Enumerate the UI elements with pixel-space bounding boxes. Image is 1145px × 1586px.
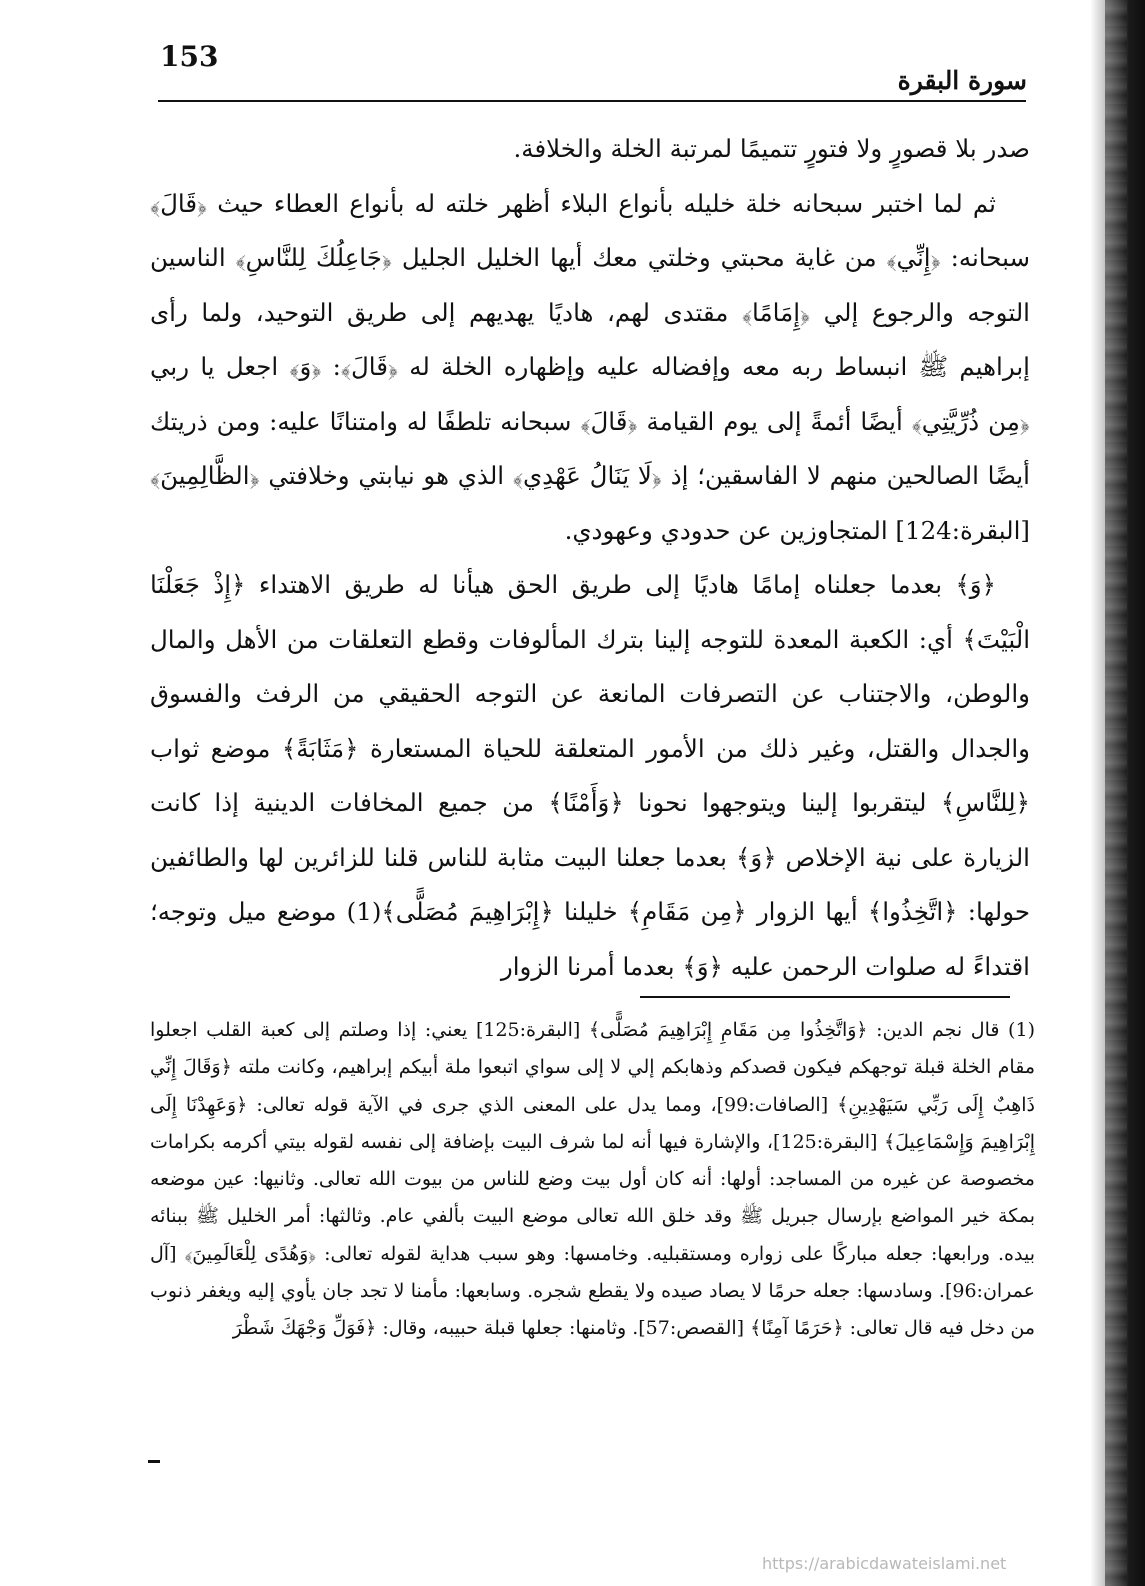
footnote-divider xyxy=(640,996,1010,998)
header-divider xyxy=(158,100,1026,102)
main-text xyxy=(150,122,1030,994)
scan-edge-texture xyxy=(1105,0,1127,1586)
footnote: (1) قال نجم الدين: ﴿وَاتَّخِذُوا مِن مَقَامِ إِبْرَاهِيمَ مُصَلًّى﴾ [البقرة:125] يعني: إذا وصلتم إلى كعبة القلب اجعلوا مقام الخلة قبلة توجهكم فيكون قصدكم وذهابكم إلي لا إلى سواي اتبعوا ملة أبيكم إبراهيم، وكانت ملته ﴿وَقَالَ إِنِّي ذَاهِبٌ إِلَى رَبِّي سَيَهْدِينِ﴾ [الصافات:99]، ومما يدل على المعنى الذي جرى في الآية قوله تعالى: ﴿وَعَهِدْنَا إِلَى إِبْرَاهِيمَ وَإِسْمَاعِيلَ﴾ [البقرة:125]، والإشارة فيها أنه لما شرف البيت بإضافة إلى نفسه لقوله بيتي أكرمه بكرامات مخصوصة عن غيره من المساجد: أولها: أنه كان أول بيت وضع للناس من بيوت الله تعالى. وثانيها: عين موضعه بمكة خير المواضع بإرسال جبريل ﷺ وقد خلق الله تعالى موضع البيت بألفي عام. وثالثها: أمر الخليل ﷺ ببنائه بيده. ورابعها: جعله مباركًا على زواره ومستقبليه. وخامسها: وهو سبب هداية لقوله تعالى: ﴿وَهُدًى لِلْعَالَمِينَ﴾ [آل عمران:96]. وسادسها: جعله حرمًا لا يصاد صيده ولا يقطع شجره. وسابعها: مأمنا لا تجد جان يأوي إليه ويغفر ذنوب من دخل فيه قال تعالى: ﴿حَرَمًا آمِنًا﴾ [القصص:57]. وثامنها: جعلها قبلة حبيبه، وقال: ﴿فَوَلِّ وَجْهَكَ شَطْرَ xyxy=(150,1019,1036,1340)
page-number: 153 xyxy=(160,40,219,73)
bottom-dash xyxy=(148,1460,160,1463)
watermark: https://arabicdawateislami.net xyxy=(762,1554,1007,1573)
paragraph: ثم لما اختبر سبحانه خلة خليله بأنواع البلاء أظهر خلته له بأنواع العطاء حيث ﴿قَالَ﴾ سبحانه: ﴿إِنِّي﴾ من غاية محبتي وخلتي معك أيها الخليل الجليل ﴿جَاعِلُكَ لِلنَّاسِ﴾ الناسين التوجه والرجوع إلي ﴿إِمَامًا﴾ مقتدى لهم، هاديًا يهديهم إلى طريق التوحيد، ولما رأى إبراهيم ﷺ انبساط ربه معه وإفضاله عليه وإظهاره الخلة له ﴿قَالَ﴾: ﴿وَ﴾ اجعل يا ربي ﴿مِن ذُرِّيَّتِي﴾ أيضًا أئمةً إلى يوم القيامة ﴿قَالَ﴾ سبحانه تلطفًا له وامتنانًا عليه: ومن ذريتك أيضًا الصالحين منهم لا الفاسقين؛ إذ ﴿لَا يَنَالُ عَهْدِي﴾ الذي هو نيابتي وخلافتي ﴿الظَّالِمِينَ﴾ [البقرة:124] المتجاوزين عن حدودي وعهودي. xyxy=(150,188,1030,545)
footnotes xyxy=(150,1012,1035,1348)
paragraph: صدر بلا قصورٍ ولا فتورٍ تتميمًا لمرتبة الخلة والخلافة. xyxy=(513,134,1030,163)
running-title: سورة البقرة xyxy=(897,66,1027,95)
paragraph: ﴿وَ﴾ بعدما جعلناه إمامًا هاديًا إلى طريق الحق هيأنا له طريق الاهتداء ﴿إِذْ جَعَلْنَا الْبَيْتَ﴾ أي: الكعبة المعدة للتوجه إلينا بترك المألوفات وقطع التعلقات من الأهل والمال والوطن، والاجتناب عن التصرفات المانعة عن التوجه الحقيقي من الرفث والفسوق والجدال والقتل، وغير ذلك من الأمور المتعلقة للحياة المستعارة ﴿مَثَابَةً﴾ موضع ثواب ﴿لِلنَّاسِ﴾ ليتقربوا إلينا ويتوجهوا نحونا ﴿وَأَمْنًا﴾ من جميع المخافات الدينية إذا كانت الزيارة على نية الإخلاص ﴿وَ﴾ بعدما جعلنا البيت مثابة للناس قلنا للزائرين لها والطائفين حولها: ﴿اتَّخِذُوا﴾ أيها الزوار ﴿مِن مَقَامِ﴾ خليلنا ﴿إِبْرَاهِيمَ مُصَلًّى﴾(1) موضع ميل وتوجه؛ اقتداءً له صلوات الرحمن عليه ﴿وَ﴾ بعدما أمرنا الزوار xyxy=(150,570,1030,981)
